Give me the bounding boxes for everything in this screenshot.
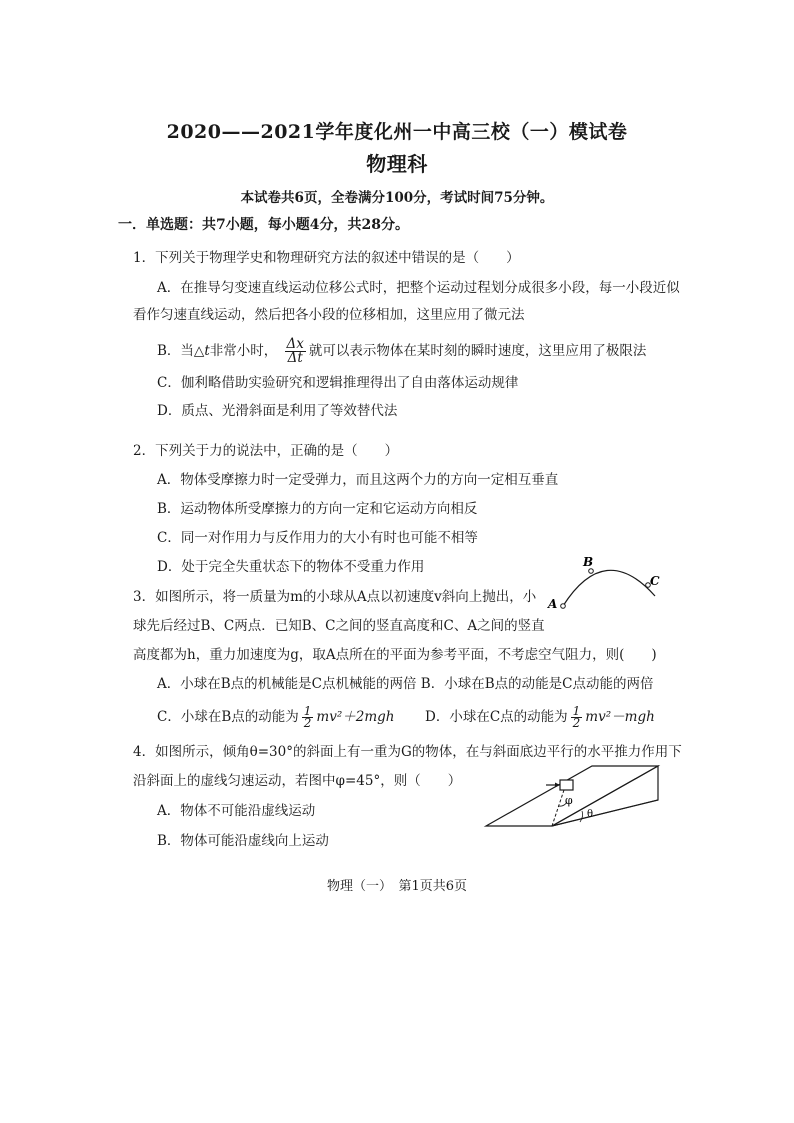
q3-line2: 球先后经过B、C两点．已知B、C之间的竖直高度和C、A之间的竖直 [133,618,545,634]
block [560,780,573,790]
q1-option-a-line2: 看作匀速直线运动，然后把各小段的位移相加，这里应用了微元法 [133,307,525,323]
q2-option-d: D．处于完全失重状态下的物体不受重力作用 [157,559,425,575]
phi-label: φ [565,794,573,807]
q1-stem: 1．下列关于物理学史和物理研究方法的叙述中错误的是（ ） [133,250,520,266]
q1-b-suffix: 就可以表示物体在某时刻的瞬时速度，这里应用了极限法 [308,343,647,359]
q1-b-mid: 非常小时， [209,343,278,359]
incline-plane-figure [484,760,664,830]
projectile-trajectory-figure [545,555,665,618]
q1-option-d: D．质点、光滑斜面是利用了等效替代法 [157,403,398,419]
q1-b-prefix: B．当△ [157,343,205,359]
page-footer: 物理（一） 第1页共6页 [326,879,468,894]
one-half-fraction: $\frac{1}{2}$ [572,704,581,730]
q3-line1: 3．如图所示，将一质量为m的小球从A点以初速度v斜向上抛出，小 [133,589,537,605]
q2-option-a: A．物体受摩擦力时一定受弹力，而且这两个力的方向一定相互垂直 [157,472,559,488]
q1-option-b [157,338,646,365]
q2-stem: 2．下列关于力的说法中，正确的是（ ） [133,443,399,459]
q4-option-b: B．物体可能沿虚线向上运动 [157,833,329,849]
q4-line1: 4．如图所示，倾角θ=30°的斜面上有一重为G的物体，在与斜面底边平行的水平推力作用下 [133,744,682,760]
q3-option-d: D．小球在C点的动能为 $\frac{1}{2}$ mv²－mgh [425,704,655,730]
exam-subject: 物理科 [366,152,428,176]
label-c: C [650,574,660,588]
exam-title: 2020——2021学年度化州一中高三校（一）模试卷 [166,121,628,143]
q2-option-b: B．运动物体所受摩擦力的方向一定和它运动方向相反 [157,501,478,517]
one-half-fraction: $\frac{1}{2}$ [303,704,312,730]
theta-label: θ [587,809,594,820]
point-a [561,604,566,609]
q1-b-t: t [204,343,210,359]
q3-option-c: C．小球在B点的动能为 $\frac{1}{2}$ mv²＋2mgh [157,704,395,730]
exam-info: 本试卷共6页，全卷满分100分，考试时间75分钟。 [240,190,554,206]
delta-x-over-delta-t: $\frac{\Delta x}{\Delta t}$ [286,336,304,366]
q4-line2: 沿斜面上的虚线匀速运动，若图中φ=45°，则（ ） [133,773,462,789]
q1-option-a-line1: A．在推导匀变速直线运动位移公式时，把整个运动过程划分成很多小段，每一小段近似 [157,280,680,296]
q3-options-ab: A．小球在B点的机械能是C点机械能的两倍 B．小球在B点的动能是C点动能的两倍 [157,676,654,692]
q2-option-c: C．同一对作用力与反作用力的大小有时也可能不相等 [157,530,478,546]
section-heading: 一．单选题：共7小题，每小题4分，共28分。 [118,217,409,233]
q3-line3: 高度都为h，重力加速度为g，取A点所在的平面为参考平面，不考虑空气阻力，则( ) [133,647,657,663]
q1-option-c: C．伽利略借助实验研究和逻辑推理得出了自由落体运动规律 [157,375,519,391]
label-b: B [583,555,594,569]
q4-option-a: A．物体不可能沿虚线运动 [157,803,316,819]
label-a: A [548,597,558,611]
point-b [589,569,594,574]
